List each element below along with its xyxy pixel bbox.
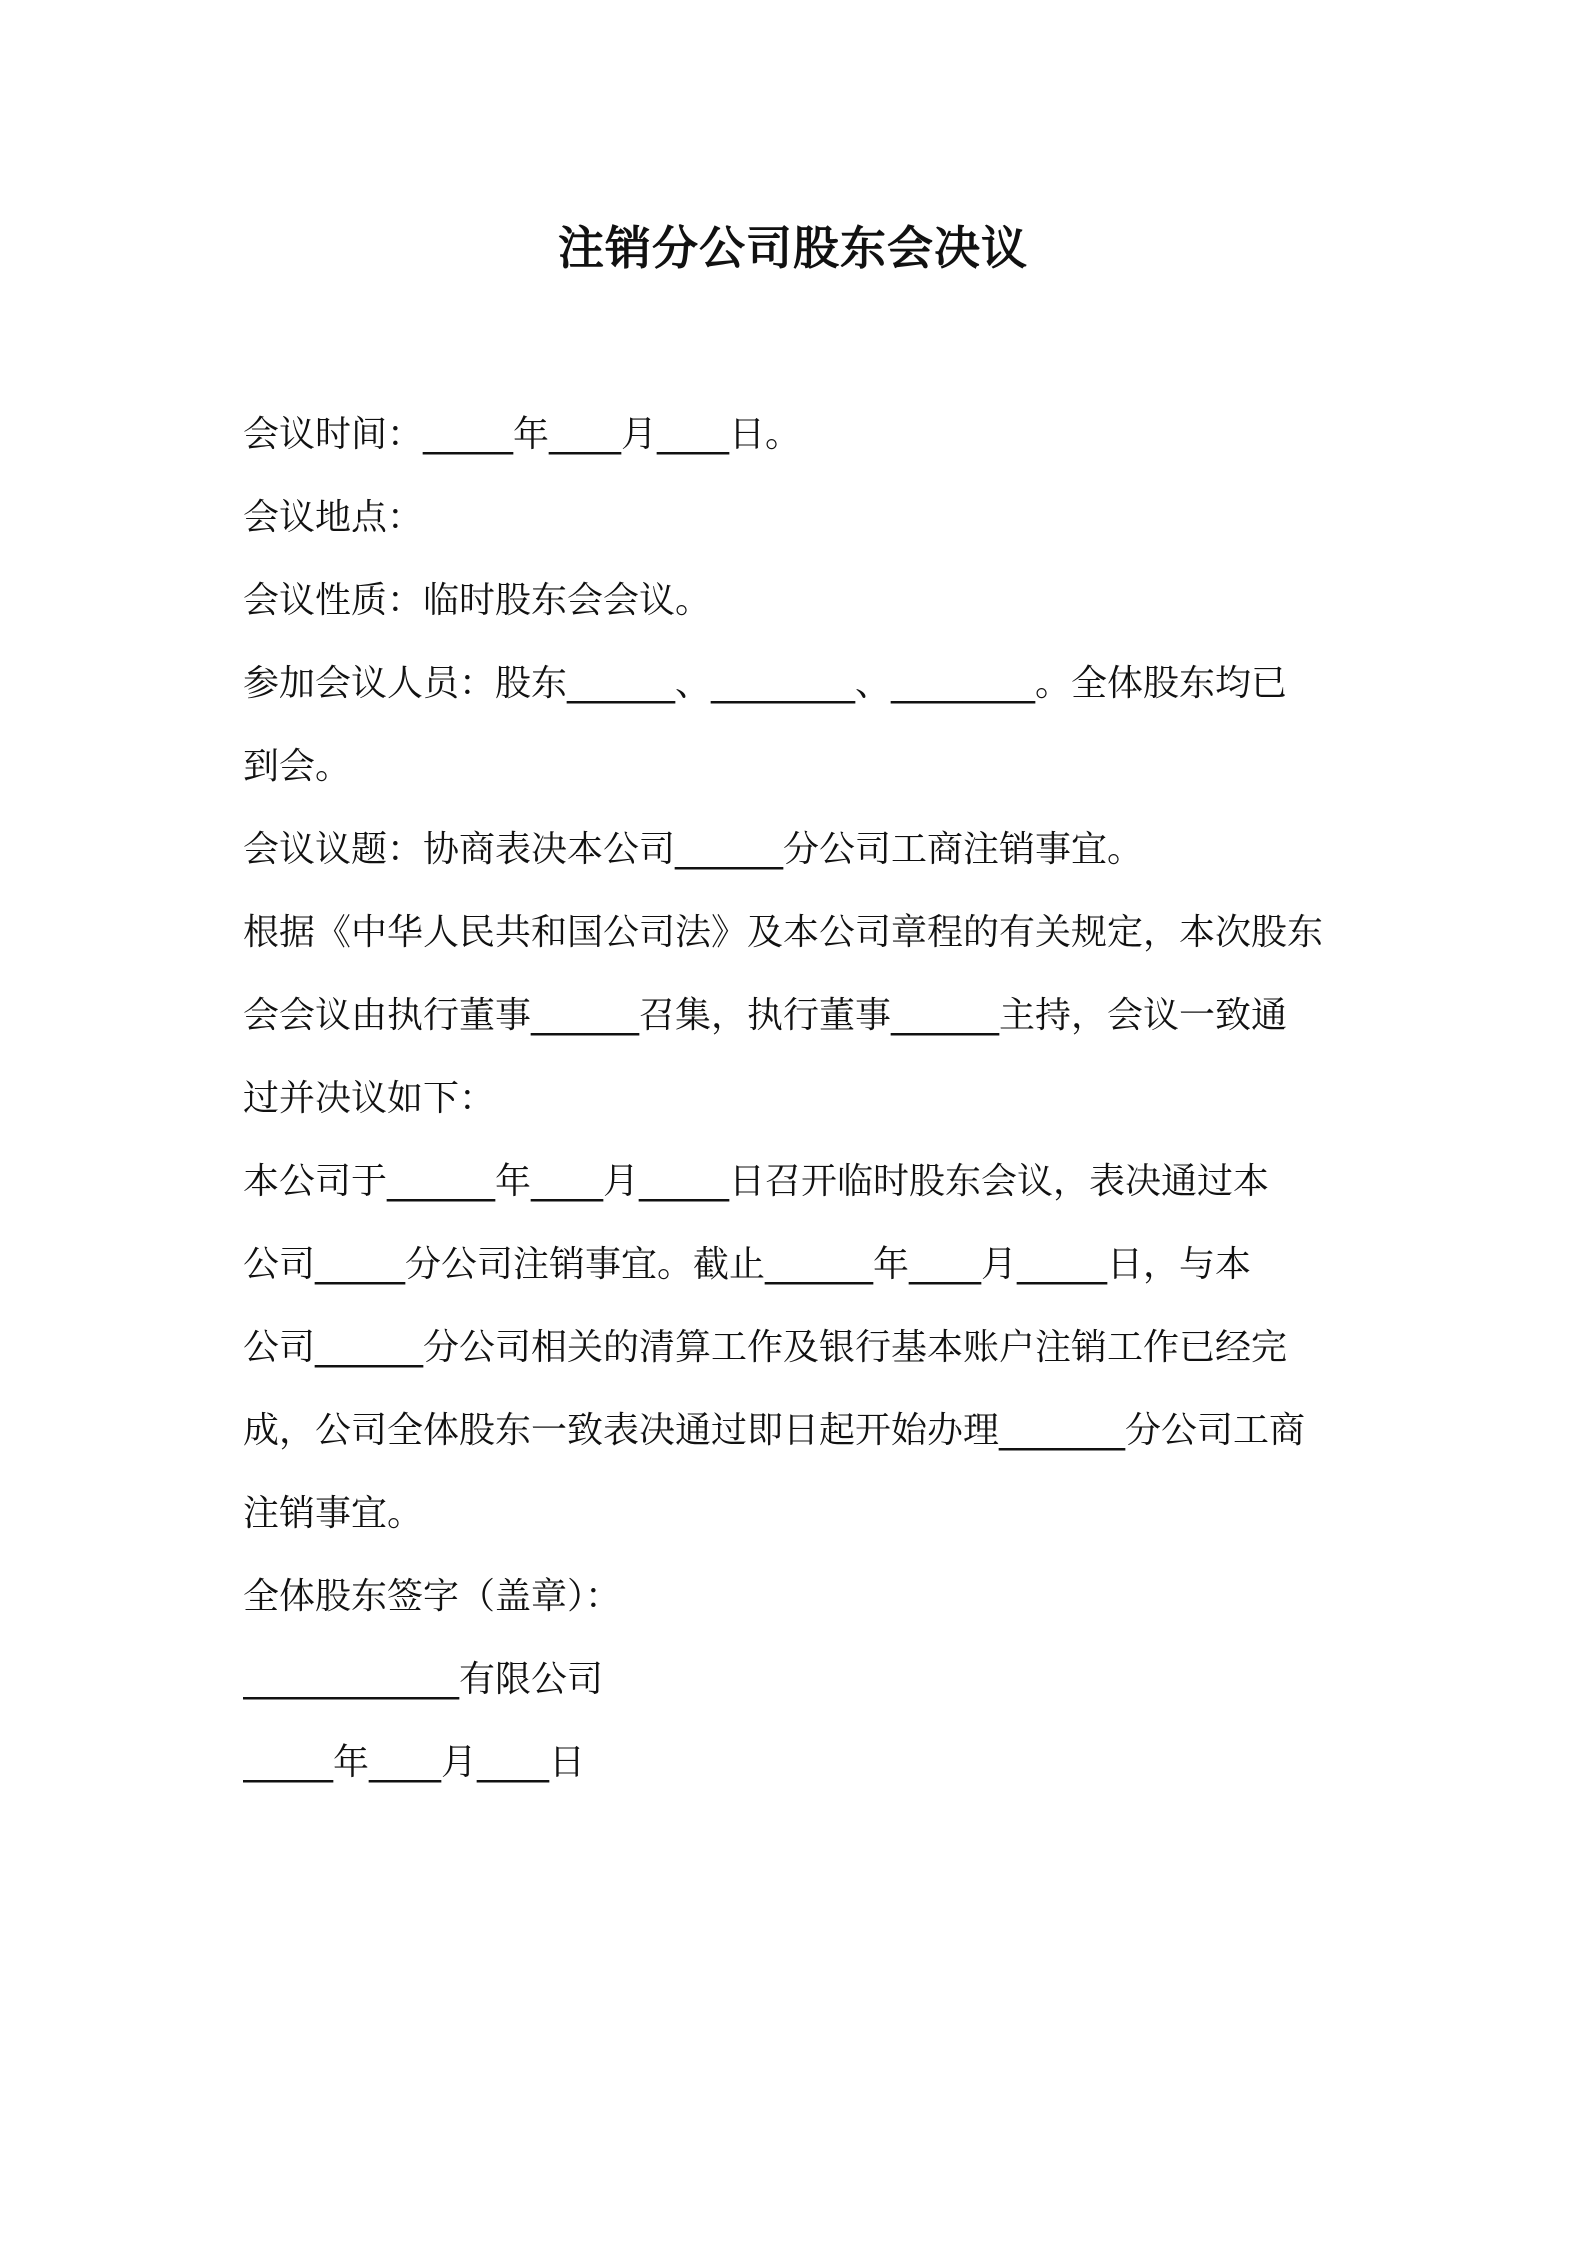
- document-body: [243, 403, 1353, 1814]
- meeting-time-line: 会议时间：_____年____月____日。: [243, 414, 802, 455]
- meeting-location-line: 会议地点：: [243, 497, 424, 538]
- legal-basis-continued-line: 会会议由执行董事______召集，执行董事______主持，会议一致通: [243, 995, 1288, 1036]
- agenda-line: 会议议题：协商表决本公司______分公司工商注销事宜。: [243, 829, 1144, 870]
- document-title: 注销分公司股东会决议: [558, 221, 1028, 275]
- attendees-continued-line: 到会。: [243, 746, 352, 787]
- resolution-line-4: 成，公司全体股东一致表决通过即日起开始办理_______分公司工商: [243, 1410, 1306, 1451]
- legal-basis-line: 根据《中华人民共和国公司法》及本公司章程的有关规定，本次股东: [243, 912, 1324, 953]
- date-line: _____年____月____日: [243, 1742, 585, 1783]
- resolution-line-5: 注销事宜。: [243, 1493, 424, 1534]
- meeting-nature-line: 会议性质：临时股东会会议。: [243, 580, 712, 621]
- resolution-line-3: 公司______分公司相关的清算工作及银行基本账户注销工作已经完: [243, 1327, 1288, 1368]
- company-name-line: ____________有限公司: [243, 1659, 604, 1700]
- resolution-intro-line: 过并决议如下：: [243, 1078, 496, 1119]
- resolution-line-2: 公司_____分公司注销事宜。截止______年____月_____日，与本: [243, 1244, 1252, 1285]
- resolution-line-1: 本公司于______年____月_____日召开临时股东会议，表决通过本: [243, 1161, 1270, 1202]
- signature-label-line: 全体股东签字（盖章）：: [243, 1576, 622, 1617]
- attendees-line: 参加会议人员：股东______、________、________。全体股东均已: [243, 663, 1288, 704]
